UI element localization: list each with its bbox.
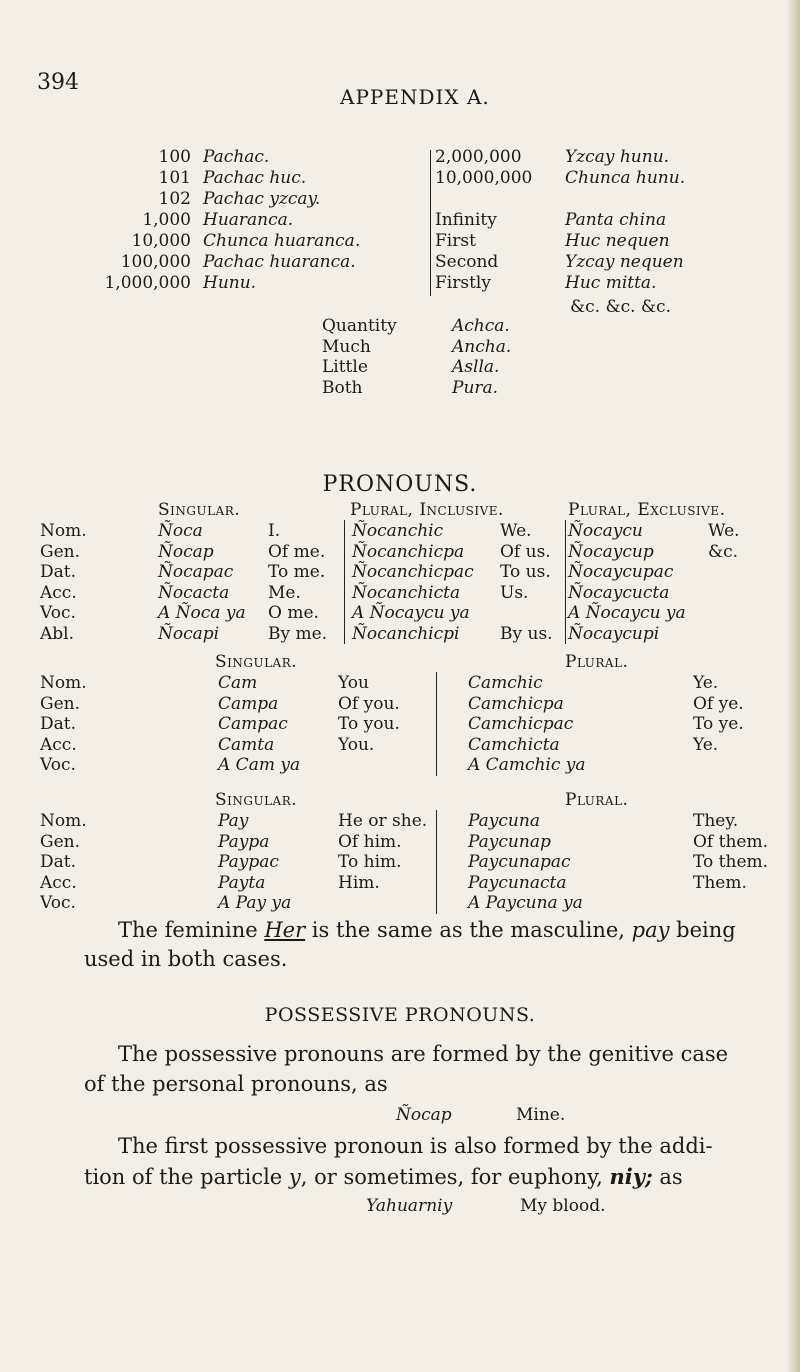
english-gloss: Us.	[500, 582, 529, 603]
case-label: Gen.	[40, 831, 80, 852]
number-value: 102	[158, 189, 191, 209]
example2-english: My blood.	[520, 1196, 606, 1216]
quechua-form: Payta	[218, 872, 266, 893]
divider	[436, 810, 437, 914]
fp-cases	[40, 521, 87, 644]
case-label: Abl.	[40, 623, 74, 644]
english-gloss	[500, 603, 565, 624]
quantity-table	[322, 316, 592, 398]
quechua-form: Paycunacta	[468, 872, 567, 893]
english-gloss	[693, 893, 788, 914]
tp-plural-head: Plural.	[565, 790, 629, 810]
number-word: Huc mitta.	[565, 273, 657, 293]
number-value: Second	[435, 252, 499, 272]
quechua-form: Campa	[218, 693, 279, 714]
english-word: Quantity	[322, 316, 397, 336]
quechua-form: Ñocapac	[158, 562, 234, 582]
case-label: Acc.	[40, 734, 77, 755]
number-value: 1,000,000	[104, 273, 191, 293]
english-gloss: O me.	[268, 603, 319, 623]
example2-quechua: Yahuarniy	[366, 1196, 453, 1216]
numbers-table-right	[435, 147, 765, 294]
english-gloss	[708, 624, 768, 645]
english-gloss: By me.	[268, 623, 328, 644]
quechua-form: Ñocaycupi	[568, 623, 660, 644]
divider	[565, 520, 566, 644]
case-label: Voc.	[40, 603, 76, 623]
text-run: pay	[631, 918, 670, 942]
number-word: Chunca hunu.	[565, 168, 686, 188]
numbers-table-left	[95, 147, 398, 294]
fp-plural-exclusive-head: Plural, Exclusive.	[568, 500, 726, 520]
quechua-form: A Camchic ya	[468, 755, 586, 775]
divider	[430, 150, 431, 296]
english-gloss	[708, 562, 768, 583]
english-gloss: Of you.	[338, 693, 400, 714]
number-value: 101	[158, 168, 191, 188]
quechua-form: Ñocaycu	[568, 521, 643, 541]
case-label: Voc.	[40, 893, 76, 913]
quechua-form: A Cam ya	[218, 755, 301, 775]
number-word: Pachac.	[203, 147, 270, 167]
page-edge-shadow	[786, 0, 800, 1372]
quechua-form: Ñoca	[158, 521, 203, 541]
quechua-form: A Ñocaycu ya	[352, 603, 470, 623]
quechua-form: Ñocanchicta	[352, 582, 461, 603]
number-value: 100	[158, 147, 191, 167]
case-label: Dat.	[40, 562, 77, 582]
text-run: y	[288, 1165, 301, 1189]
english-gloss: &c.	[708, 541, 739, 562]
fp-plural-inclusive	[352, 521, 565, 644]
case-label: Acc.	[40, 872, 77, 893]
number-word: Pachac yzcay.	[203, 189, 321, 209]
quechua-form: Paypac	[218, 852, 279, 872]
quechua-form: Camchicta	[468, 734, 560, 755]
tp-singular-head: Singular.	[215, 790, 298, 810]
text-run: niy;	[609, 1164, 653, 1189]
quechua-form: Camta	[218, 734, 275, 755]
english-gloss: Him.	[338, 872, 380, 893]
english-gloss: Ye.	[693, 734, 719, 755]
english-gloss: Of him.	[338, 831, 402, 852]
english-gloss	[708, 583, 768, 604]
english-gloss: Ye.	[693, 673, 719, 693]
example-english: Mine.	[516, 1105, 566, 1125]
case-label: Gen.	[40, 541, 80, 562]
english-word: Both	[322, 377, 363, 398]
example-quechua: Ñocap	[396, 1105, 452, 1125]
running-head: APPENDIX A.	[340, 85, 490, 109]
divider	[436, 672, 437, 776]
number-value: Infinity	[435, 210, 497, 230]
english-gloss: Them.	[693, 872, 747, 893]
tp-singular	[218, 811, 458, 914]
english-gloss: Of us.	[500, 541, 551, 562]
number-word: Panta china	[565, 210, 667, 230]
quechua-form: Paypa	[218, 831, 270, 852]
text-run: is the same as the masculine,	[305, 918, 632, 942]
english-gloss: Of ye.	[693, 693, 744, 714]
english-gloss: He or she.	[338, 811, 428, 831]
english-gloss	[708, 603, 768, 624]
quechua-form: Ñocap	[158, 541, 214, 562]
english-word: Little	[322, 357, 368, 377]
number-word: Hunu.	[203, 273, 257, 293]
english-word: Much	[322, 336, 371, 357]
quechua-form: A Ñoca ya	[158, 603, 246, 623]
number-word: Yzcay hunu.	[565, 147, 670, 167]
possessive-heading: POSSESSIVE PRONOUNS.	[264, 1004, 536, 1026]
quechua-form: Cam	[218, 673, 258, 693]
english-gloss: Me.	[268, 582, 301, 603]
number-value	[435, 189, 565, 210]
quechua-form: A Ñocaycu ya	[568, 603, 686, 623]
quechua-word: Achca.	[452, 316, 510, 336]
sp-plural-head: Plural.	[565, 652, 629, 672]
number-value: Firstly	[435, 273, 491, 293]
english-gloss: We.	[708, 521, 740, 541]
etc-text: &c. &c. &c.	[570, 297, 671, 317]
text-run: The feminine	[118, 918, 265, 942]
quechua-form: Ñocacta	[158, 582, 230, 603]
case-label: Dat.	[40, 714, 77, 734]
fp-singular	[158, 521, 343, 644]
sp-plural	[468, 673, 773, 776]
english-gloss: I.	[268, 521, 281, 541]
english-gloss	[338, 893, 458, 914]
quechua-form: Paycunap	[468, 831, 551, 852]
case-label: Nom.	[40, 811, 87, 831]
quechua-form: A Paycuna ya	[468, 893, 583, 913]
english-gloss: Of them.	[693, 831, 768, 852]
quechua-form: Ñocanchicpi	[352, 623, 460, 644]
tp-plural	[468, 811, 788, 914]
text-run: tion of the particle	[84, 1165, 289, 1189]
quechua-form: Ñocanchicpa	[352, 541, 465, 562]
fp-plural-exclusive	[568, 521, 768, 644]
english-gloss: You	[338, 673, 369, 693]
text-run: , or sometimes, for euphony,	[300, 1165, 610, 1189]
divider	[344, 520, 345, 644]
english-gloss	[338, 755, 448, 776]
tp-cases	[40, 811, 87, 914]
quechua-form: Ñocaycup	[568, 541, 654, 562]
quechua-form: Paycuna	[468, 811, 540, 831]
case-label: Gen.	[40, 693, 80, 714]
quechua-form: Ñocaycucta	[568, 582, 670, 603]
sp-singular-head: Singular.	[215, 652, 298, 672]
quechua-form: Ñocaycupac	[568, 562, 674, 582]
english-gloss: We.	[500, 521, 532, 541]
number-value: 100,000	[120, 252, 191, 272]
feminine-note-line2: used in both cases.	[84, 947, 288, 971]
page-number: 394	[37, 70, 79, 95]
fp-singular-head: Singular.	[158, 500, 241, 520]
text-run: being	[669, 918, 736, 942]
number-value: First	[435, 231, 476, 251]
english-gloss: To us.	[500, 562, 551, 582]
text-run: as	[652, 1165, 683, 1189]
number-value: 2,000,000	[435, 147, 522, 167]
possessive-para2-line2	[84, 1162, 784, 1192]
quechua-word: Ancha.	[452, 336, 512, 357]
english-gloss: To you.	[338, 714, 400, 734]
quechua-form: Camchicpa	[468, 693, 564, 714]
number-word: Pachac huaranca.	[203, 252, 356, 272]
case-label: Acc.	[40, 582, 77, 603]
english-gloss: They.	[693, 811, 739, 831]
quechua-form: Camchicpac	[468, 714, 574, 734]
english-gloss: To them.	[693, 852, 769, 872]
quechua-form: Paycunapac	[468, 852, 571, 872]
number-word	[565, 189, 765, 210]
possessive-para1-line2: of the personal pronouns, as	[84, 1072, 388, 1096]
quechua-form: Pay	[218, 811, 249, 831]
english-gloss: To ye.	[693, 714, 744, 734]
case-label: Dat.	[40, 852, 77, 872]
case-label: Nom.	[40, 673, 87, 693]
number-value: 10,000	[131, 231, 191, 251]
possessive-para1-line1: The possessive pronouns are formed by the genitive case	[118, 1042, 729, 1066]
quechua-form: Campac	[218, 714, 288, 734]
quechua-word: Aslla.	[452, 357, 500, 377]
english-gloss: To him.	[338, 852, 402, 872]
feminine-note	[118, 916, 778, 945]
number-value: 10,000,000	[435, 168, 533, 188]
number-word: Huaranca.	[203, 210, 294, 230]
english-gloss: Of me.	[268, 541, 326, 562]
pronouns-heading: PRONOUNS.	[322, 472, 478, 497]
number-word: Pachac huc.	[203, 168, 307, 188]
quechua-form: Ñocanchicpac	[352, 562, 474, 582]
quechua-form: A Pay ya	[218, 893, 292, 913]
number-word: Yzcay nequen	[565, 252, 684, 272]
english-gloss: To me.	[268, 562, 326, 582]
quechua-form: Camchic	[468, 673, 543, 693]
possessive-para2-line1: The first possessive pronoun is also formed by the addi-	[118, 1134, 713, 1158]
text-run: Her	[264, 918, 306, 942]
sp-singular	[218, 673, 448, 776]
quechua-form: Ñocanchic	[352, 521, 444, 541]
fp-plural-inclusive-head: Plural, Inclusive.	[350, 500, 504, 520]
sp-cases	[40, 673, 87, 776]
quechua-word: Pura.	[452, 377, 499, 398]
english-gloss: By us.	[500, 623, 553, 644]
number-word: Huc nequen	[565, 231, 670, 251]
english-gloss	[693, 755, 773, 776]
english-gloss: You.	[338, 734, 375, 755]
case-label: Voc.	[40, 755, 76, 775]
case-label: Nom.	[40, 521, 87, 541]
number-word: Chunca huaranca.	[203, 231, 361, 251]
number-value: 1,000	[142, 210, 191, 230]
quechua-form: Ñocapi	[158, 623, 220, 644]
